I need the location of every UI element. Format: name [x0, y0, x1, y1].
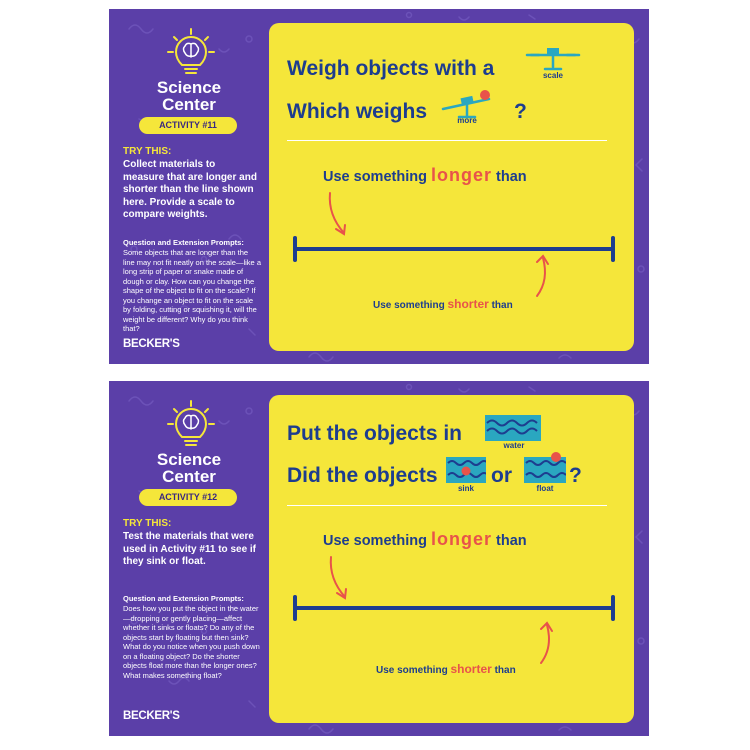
measure-line [289, 234, 619, 264]
longer-label [323, 165, 527, 186]
heading-or: or [491, 464, 512, 487]
float-icon [524, 451, 566, 483]
sink-icon-label: sink [457, 484, 474, 493]
sidebar [109, 381, 269, 736]
heading-which-weighs: Which weighs [287, 100, 428, 123]
down-arrow-icon [324, 189, 354, 239]
shorter-label [376, 662, 516, 676]
brand-title-line2: Center [162, 95, 216, 114]
shorter-label-pre: Use something [376, 665, 448, 676]
brand-title-line1: Science [156, 78, 222, 97]
shorter-word: shorter [450, 662, 492, 676]
up-arrow-icon [531, 617, 561, 667]
longer-label-pre: Use something [323, 533, 427, 549]
up-arrow-icon [527, 250, 557, 300]
prompts-heading: Question and Extension Prompts: [123, 594, 244, 603]
sink-icon [446, 457, 486, 483]
activity-card-11 [109, 9, 649, 364]
sidebar [109, 9, 269, 364]
shorter-word: shorter [447, 297, 489, 311]
brand-title-line2: Center [162, 467, 216, 486]
activity-badge: ACTIVITY #11 [139, 117, 237, 134]
heading-weigh: Weigh objects with a [287, 57, 495, 80]
tipped-scale-icon-label: more [457, 116, 477, 125]
divider [287, 140, 607, 141]
water-icon-label: water [503, 441, 525, 450]
brand-title [119, 79, 259, 113]
try-this-body: Collect materials to measure that are longer and shorter than the line shown here. Provide a scale to compare weights. [123, 159, 257, 220]
shorter-label-pre: Use something [373, 300, 445, 311]
brand-title [119, 451, 259, 485]
longer-label [323, 529, 527, 550]
longer-word: longer [430, 529, 492, 549]
heading-did-objects: Did the objects [287, 464, 438, 487]
float-icon-label: float [536, 484, 554, 493]
lightbulb-brain-icon [166, 27, 216, 77]
heading-put-objects: Put the objects in [287, 422, 463, 445]
brand-title-line1: Science [156, 450, 222, 469]
try-this-heading: TRY THIS: [123, 518, 172, 529]
water-icon [485, 415, 541, 441]
shorter-label-post: than [494, 665, 516, 676]
activity-panel [269, 23, 634, 351]
scale-icon [523, 43, 583, 73]
try-this-heading: TRY THIS: [123, 146, 172, 157]
longer-label-post: than [496, 169, 527, 185]
beckers-logo: BECKER'S [123, 338, 180, 350]
try-this-body: Test the materials that were used in Activity #11 to see if they sink or float. [123, 531, 257, 567]
lightbulb-brain-icon [166, 399, 216, 449]
activity-card-12 [109, 381, 649, 736]
activity-panel [269, 395, 634, 723]
longer-word: longer [430, 165, 492, 185]
longer-label-pre: Use something [323, 169, 427, 185]
measure-line [289, 593, 619, 623]
prompts-body: Does how you put the object in the water—dropping or gently placing—affect whether it sinks or floats? Do any of the objects start by floating but then sink? What do you notice when you push down on a floating object? Do the shorter objects float more than the longer ones? What makes something float? [123, 604, 260, 680]
shorter-label [373, 297, 513, 311]
prompts-body: Some objects that are longer than the line may not fit neatly on the scale—like a long strip of paper or snake made of dough or clay. How can you change the shape of the object to fit on the scale? If you change an object to fit on the scale by folding, cutting or squishing it, will the weight be different? Why do you think that? [123, 248, 261, 333]
heading-question-mark: ? [514, 100, 527, 123]
prompts-heading: Question and Extension Prompts: [123, 238, 244, 247]
heading-question-mark: ? [569, 464, 582, 487]
activity-badge: ACTIVITY #12 [139, 489, 237, 506]
shorter-label-post: than [491, 300, 513, 311]
beckers-logo: BECKER'S [123, 710, 180, 722]
scale-icon-label: scale [542, 71, 564, 80]
divider [287, 505, 607, 506]
longer-label-post: than [496, 533, 527, 549]
